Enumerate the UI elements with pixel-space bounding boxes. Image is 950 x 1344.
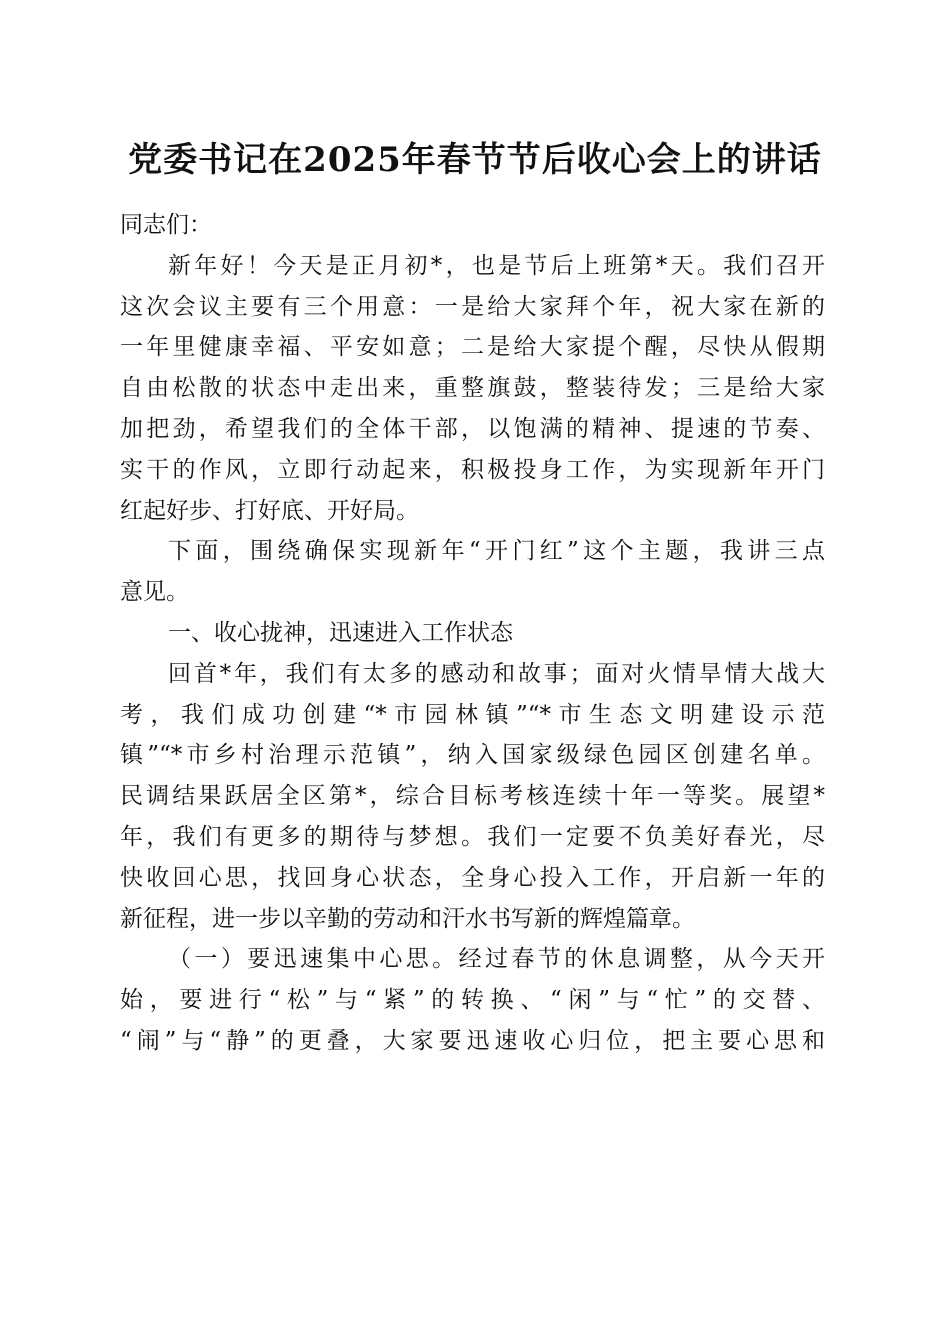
section-heading: 一、收心拢神，迅速进入工作状态 <box>168 619 513 646</box>
text-line: （一）要迅速集中心思。经过春节的休息调整，从今天开 <box>168 946 825 973</box>
text-line: “闹”与“静”的更叠，大家要迅速收心归位，把主要心思和 <box>120 1027 825 1054</box>
text-line: 下面，围绕确保实现新年“开门红”这个主题，我讲三点 <box>168 538 825 565</box>
text-line: 民调结果跃居全区第*，综合目标考核连续十年一等奖。展望* <box>120 783 825 810</box>
text-line: 新征程，进一步以辛勤的劳动和汗水书写新的辉煌篇章。 <box>120 905 695 932</box>
text-line: 实干的作风，立即行动起来，积极投身工作，为实现新年开门 <box>120 456 825 483</box>
text-line: 红起好步、打好底、开好局。 <box>120 497 419 524</box>
text-line: 新年好！今天是正月初*，也是节后上班第*天。我们召开 <box>168 252 825 279</box>
text-line: 意见。 <box>120 579 189 606</box>
text-line: 回首*年，我们有太多的感动和故事；面对火情旱情大战大 <box>168 660 825 687</box>
document-body <box>120 205 825 1062</box>
text-line: 镇”“*市乡村治理示范镇”，纳入国家级绿色园区创建名单。 <box>120 742 825 769</box>
text-line: 年，我们有更多的期待与梦想。我们一定要不负美好春光，尽 <box>120 823 825 850</box>
salutation: 同志们： <box>120 212 212 238</box>
text-line: 快收回心思，找回身心状态，全身心投入工作，开启新一年的 <box>120 864 825 891</box>
text-line: 考，我们成功创建“*市园林镇”“*市生态文明建设示范 <box>120 701 825 728</box>
paragraph-lines <box>120 246 825 1062</box>
text-line: 一年里健康幸福、平安如意；二是给大家提个醒，尽快从假期 <box>120 334 825 361</box>
text-line: 这次会议主要有三个用意：一是给大家拜个年，祝大家在新的 <box>120 293 825 320</box>
text-line: 始，要进行“松”与“紧”的转换、“闲”与“忙”的交替、 <box>120 987 825 1014</box>
text-line: 加把劲，希望我们的全体干部，以饱满的精神、提速的节奏、 <box>120 415 825 442</box>
text-line: 自由松散的状态中走出来，重整旗鼓，整装待发；三是给大家 <box>120 375 825 402</box>
document-title: 党委书记在2025年春节节后收心会上的讲话 <box>128 140 822 180</box>
